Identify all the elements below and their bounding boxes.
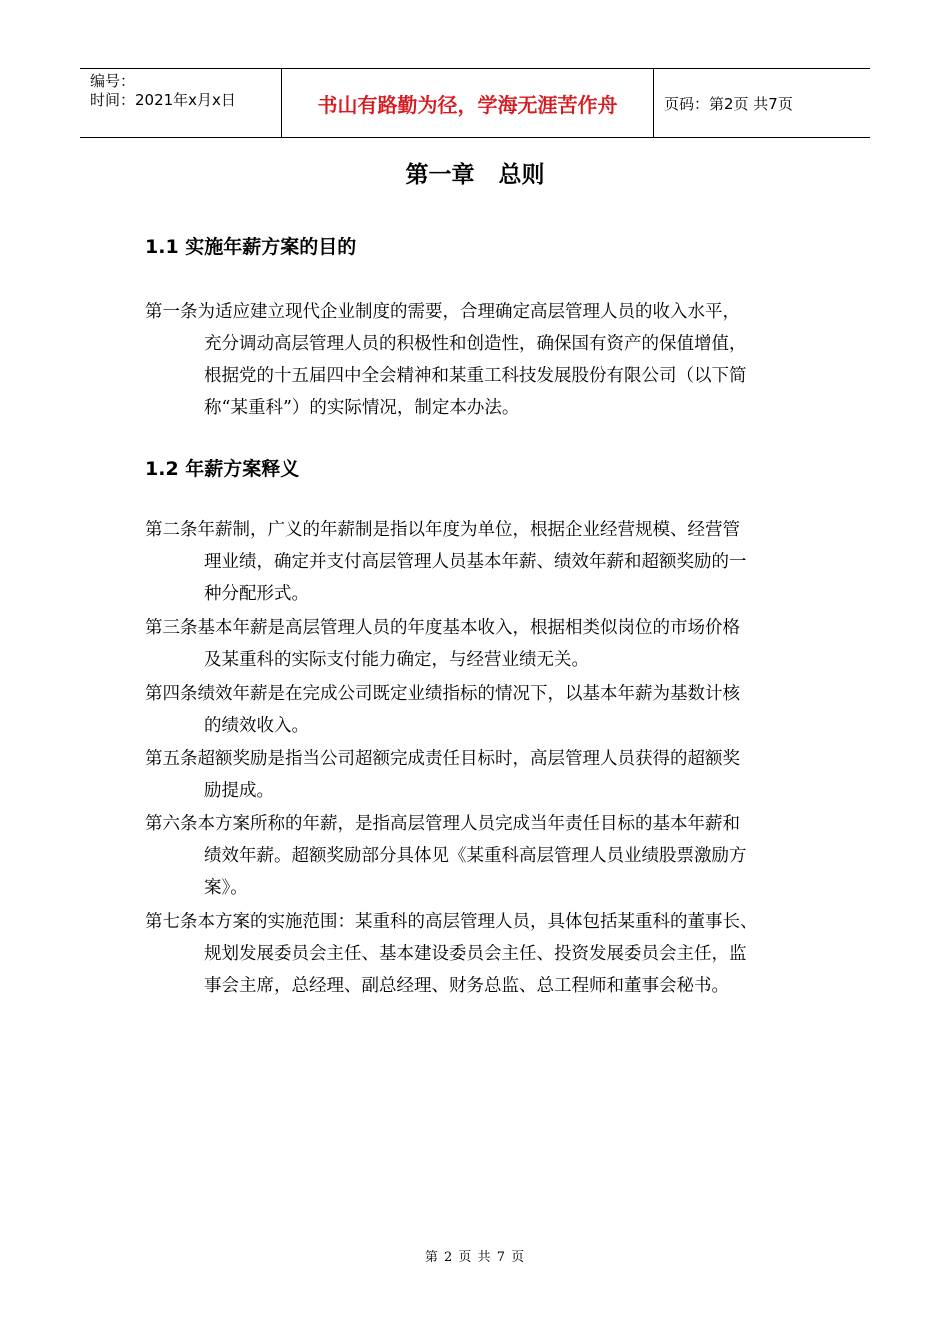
header-page-info: 页码：第2页 共7页 xyxy=(664,94,793,113)
article-line: 案》。 xyxy=(204,878,248,898)
article-line: 规划发展委员会主任、基本建设委员会主任、投资发展委员会主任，监 xyxy=(204,944,747,964)
article-3 xyxy=(145,612,825,676)
article-line: 第二条年薪制，广义的年薪制是指以年度为单位，根据企业经营规模、经营管 xyxy=(145,520,740,540)
article-line: 第三条基本年薪是高层管理人员的年度基本收入，根据相类似岗位的市场价格 xyxy=(145,618,740,638)
document-header xyxy=(80,68,870,138)
article-line: 绩效年薪。超额奖励部分具体见《某重科高层管理人员业绩股票激励方 xyxy=(204,846,747,866)
header-motto: 书山有路勤为径，学海无涯苦作舟 xyxy=(282,69,654,137)
article-6 xyxy=(145,808,825,904)
date-line: 时间：2021年x月x日 xyxy=(90,91,236,109)
article-5 xyxy=(145,743,825,807)
header-meta xyxy=(80,69,282,137)
article-line: 第一条为适应建立现代企业制度的需要，合理确定高层管理人员的收入水平， xyxy=(145,302,740,322)
article-line: 第五条超额奖励是指当公司超额完成责任目标时，高层管理人员获得的超额奖 xyxy=(145,749,740,769)
article-line: 及某重科的实际支付能力确定，与经营业绩无关。 xyxy=(204,650,589,670)
article-line: 第六条本方案所称的年薪，是指高层管理人员完成当年责任目标的基本年薪和 xyxy=(145,814,740,834)
article-line: 充分调动高层管理人员的积极性和创造性，确保国有资产的保值增值， xyxy=(204,334,747,354)
section-heading-1-1: 1.1 实施年薪方案的目的 xyxy=(145,236,357,258)
article-1 xyxy=(145,296,825,424)
article-line: 种分配形式。 xyxy=(204,584,309,604)
article-line: 事会主席，总经理、副总经理、财务总监、总工程师和董事会秘书。 xyxy=(204,976,729,996)
number-label: 编号： xyxy=(90,72,136,90)
section-heading-1-2: 1.2 年薪方案释义 xyxy=(145,458,300,480)
article-4 xyxy=(145,678,825,742)
article-7 xyxy=(145,906,825,1002)
article-2 xyxy=(145,514,825,610)
article-line: 第四条绩效年薪是在完成公司既定业绩指标的情况下，以基本年薪为基数计核 xyxy=(145,684,740,704)
article-line: 理业绩，确定并支付高层管理人员基本年薪、绩效年薪和超额奖励的一 xyxy=(204,552,747,572)
chapter-title: 第一章 总则 xyxy=(405,162,545,188)
article-line: 第七条本方案的实施范围：某重科的高层管理人员，具体包括某重科的董事长、 xyxy=(145,912,758,932)
article-line: 的绩效收入。 xyxy=(204,716,309,736)
article-line: 称“某重科”）的实际情况，制定本办法。 xyxy=(204,398,520,418)
page-footer: 第 2 页 共 7 页 xyxy=(424,1250,526,1265)
article-line: 励提成。 xyxy=(204,781,274,801)
article-line: 根据党的十五届四中全会精神和某重工科技发展股份有限公司（以下简 xyxy=(204,366,747,386)
